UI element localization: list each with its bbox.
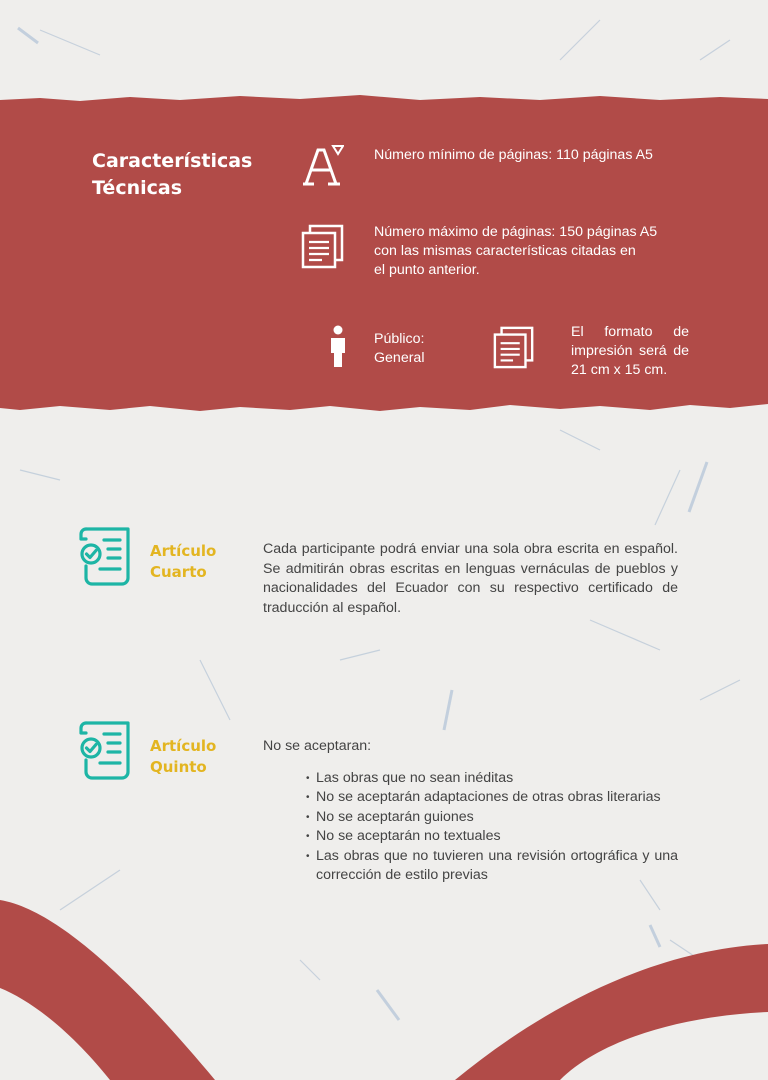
article-5-intro: No se aceptaran: — [263, 738, 372, 754]
scroll-check-icon — [78, 524, 134, 588]
article-5-title: Artículo Quinto — [150, 737, 217, 776]
documents-icon — [492, 325, 536, 369]
font-size-icon — [300, 140, 344, 190]
list-item: • Las obras que no tuvieren una revisión ortográfica y una corrección de estilo previas — [305, 847, 678, 886]
max-pages-text: Número máximo de páginas: 150 páginas A5 con las mismas características citadas en el punto anterior. — [374, 224, 658, 278]
scroll-check-icon — [78, 718, 134, 782]
list-item: • No se aceptarán adaptaciones de otras obras literarias — [305, 788, 678, 807]
min-pages-text: Número mínimo de páginas: 110 páginas A5 — [374, 147, 653, 163]
article-4-title: Artículo Cuarto — [150, 542, 217, 581]
article-4-body: Cada participante podrá enviar una sola obra escrita en español. Se admitirán obras escritas en lenguas vernáculas de pueblos y nacionalidades del Ecuador con su respectivo certificado de traducción al español. — [263, 541, 678, 616]
list-item: • Las obras que no sean inéditas — [305, 769, 678, 788]
list-item: • No se aceptarán guiones — [305, 808, 678, 827]
bottom-brush-stroke — [0, 880, 768, 1080]
list-item: • No se aceptarán no textuales — [305, 827, 678, 846]
tech-heading: Características Técnicas — [92, 150, 253, 199]
rejected-works-list — [305, 769, 678, 885]
person-icon — [328, 325, 348, 367]
audience-text: Público: General — [374, 331, 425, 366]
print-format-text: El formato de impresión será de 21 cm x 15 cm. — [571, 324, 689, 378]
documents-icon — [300, 223, 346, 269]
